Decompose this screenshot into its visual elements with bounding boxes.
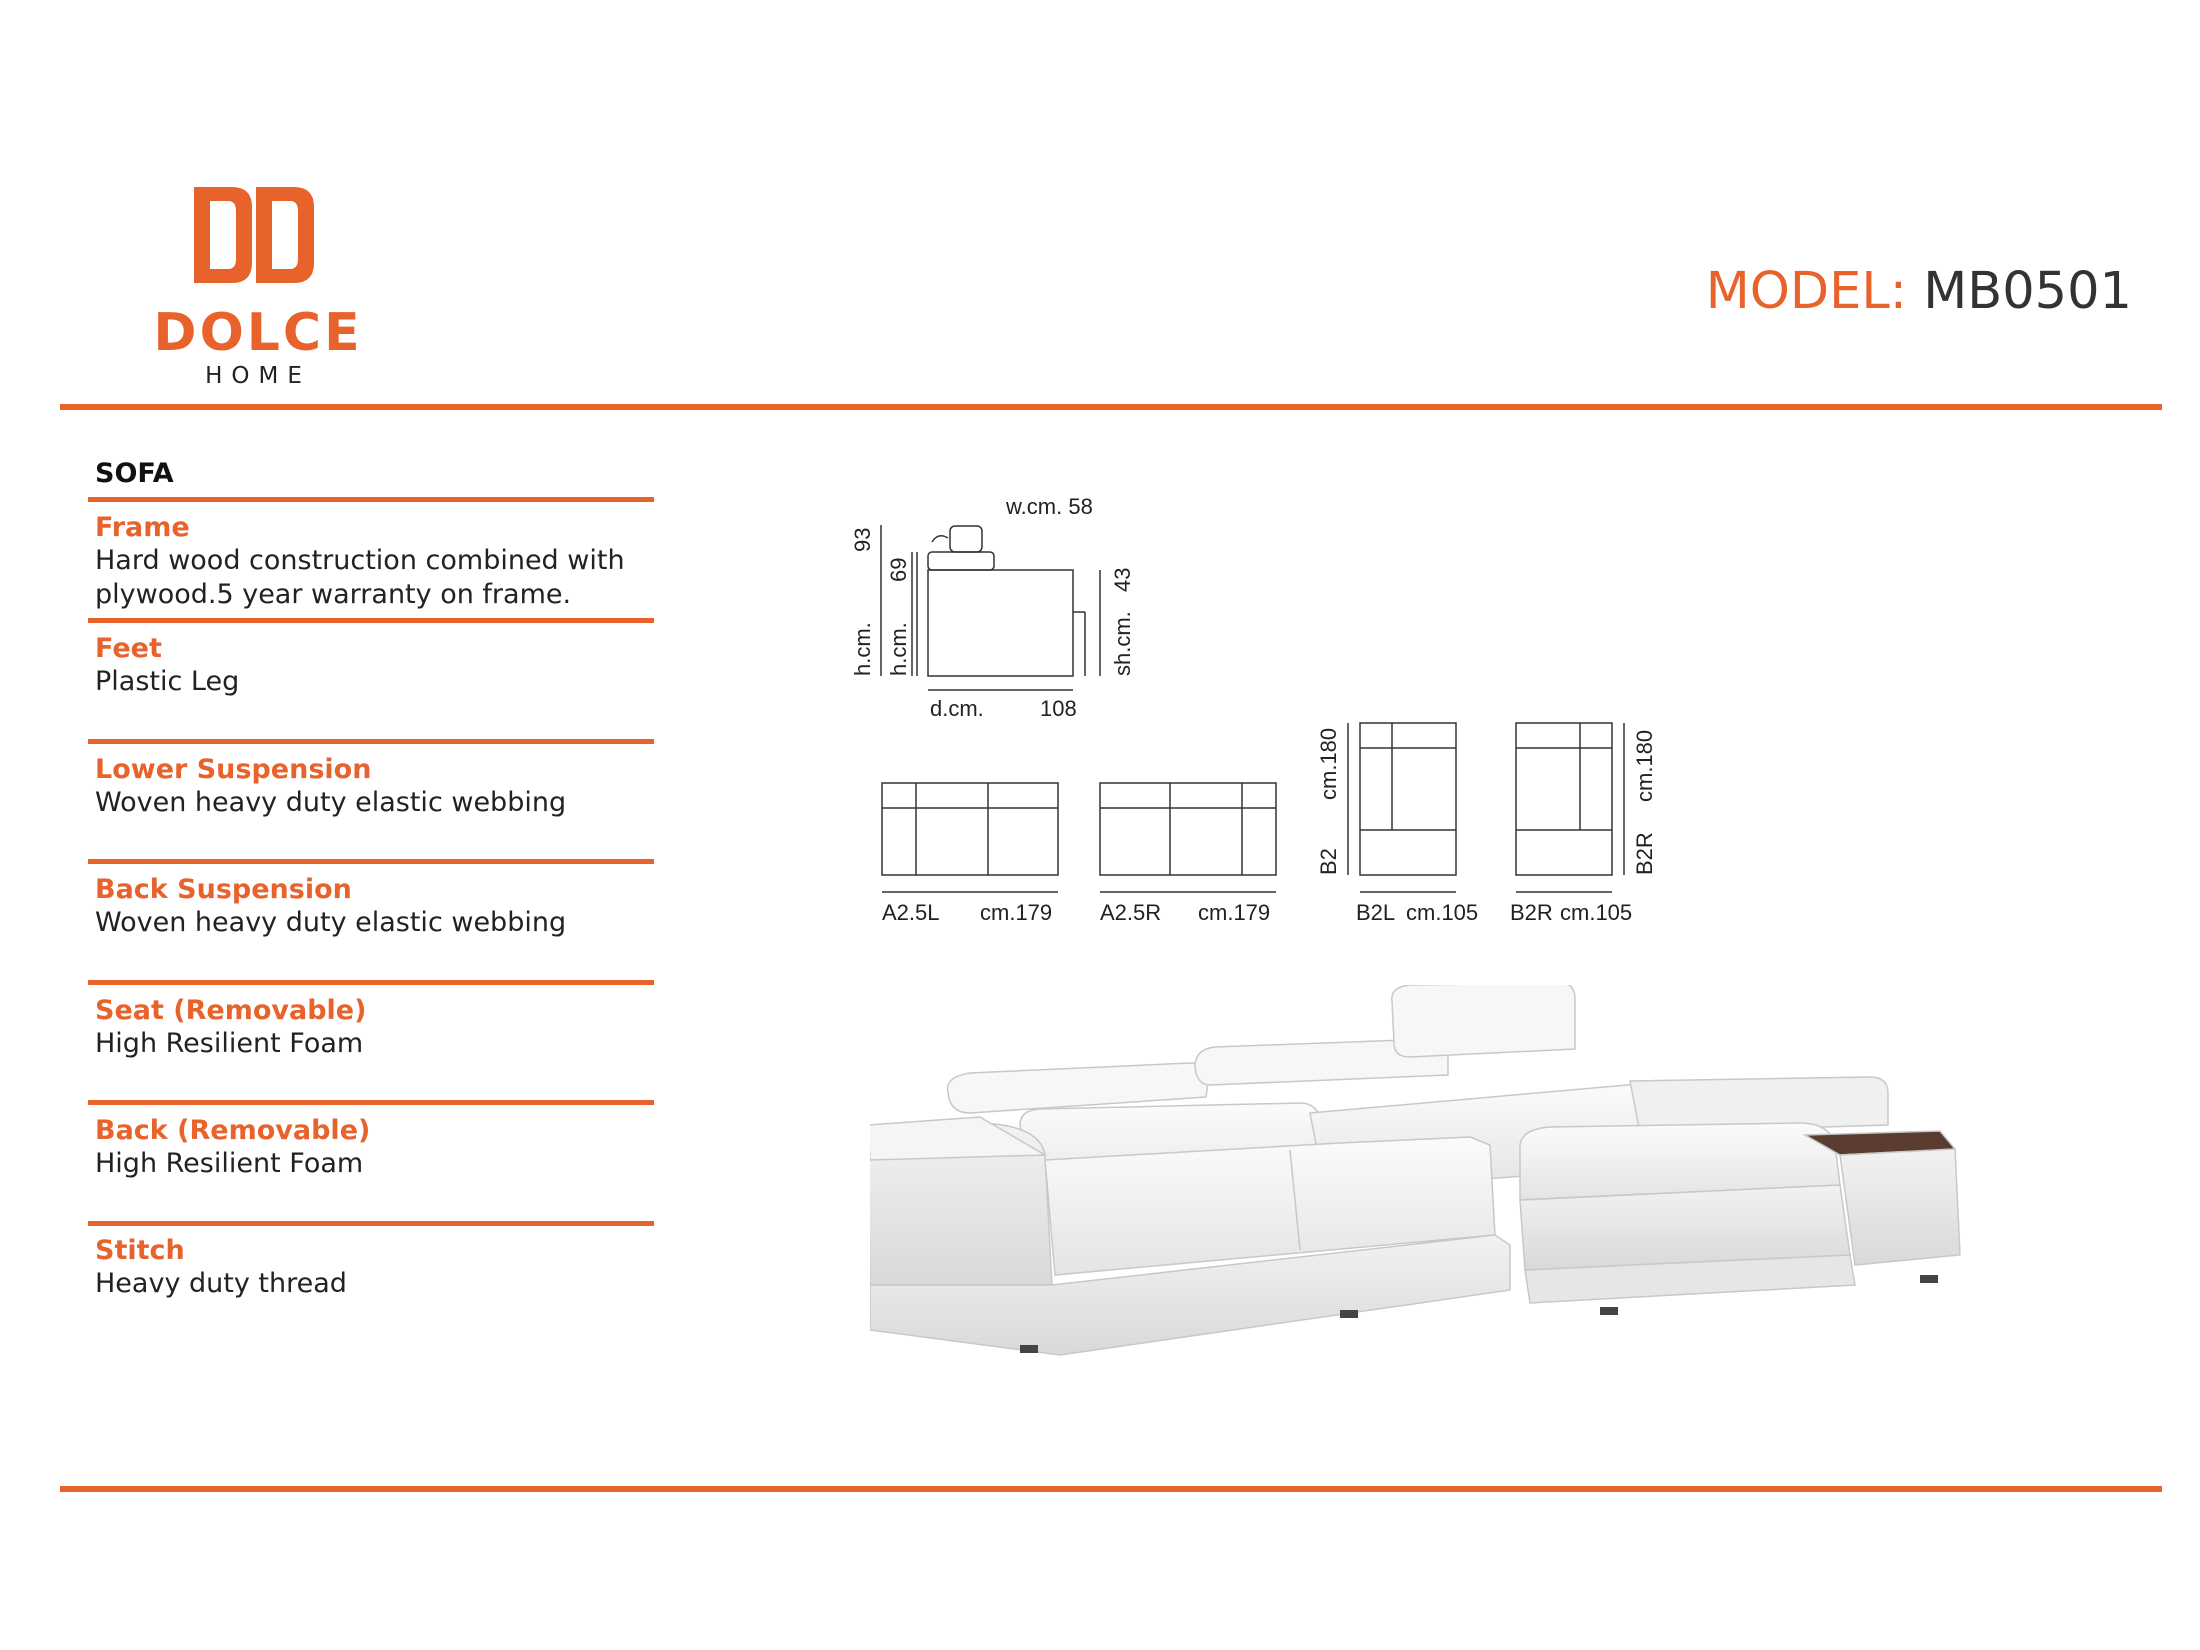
module-code: A2.5R [1100, 900, 1162, 925]
model-label: MODEL: [1705, 262, 1907, 321]
module-side-code: B2 [1316, 848, 1341, 875]
module-size: cm.179 [1198, 900, 1271, 925]
header-divider [60, 404, 2162, 410]
module-b2l-diagram [1348, 723, 1456, 892]
spec-title-back-suspension: Back Suspension [95, 874, 352, 905]
spec-divider [88, 1221, 654, 1226]
spec-title-frame: Frame [95, 512, 190, 543]
depth-value: 108 [1040, 696, 1077, 721]
brand-name: DOLCE [153, 303, 363, 363]
category-title: SOFA [95, 458, 174, 489]
width-label: w.cm. 58 [1006, 494, 1093, 519]
spec-desc-frame: Hard wood construction combined with plywood.5 year warranty on frame. [95, 545, 625, 610]
spec-title-seat: Seat (Removable) [95, 995, 367, 1026]
spec-title-back: Back (Removable) [95, 1115, 371, 1146]
side-profile-diagram [881, 525, 1100, 690]
spec-divider [88, 618, 654, 623]
module-a2-5r-diagram [1100, 783, 1276, 892]
footer-divider [60, 1486, 2162, 1492]
height-max-value: 93 [850, 527, 875, 552]
height-min-value: 69 [886, 557, 911, 582]
module-side-size: cm.180 [1632, 729, 1657, 802]
spec-divider [88, 739, 654, 744]
module-code: B2R [1510, 900, 1553, 925]
spec-title-lower-suspension: Lower Suspension [95, 754, 372, 785]
dd-logo-icon [194, 185, 314, 285]
spec-title-feet: Feet [95, 633, 162, 664]
module-side-code: B2R [1632, 832, 1657, 875]
module-b2r-diagram [1516, 723, 1624, 892]
spec-desc-back-suspension: Woven heavy duty elastic webbing [95, 907, 567, 938]
spec-desc-stitch: Heavy duty thread [95, 1268, 347, 1299]
height-min-label: h.cm. [886, 622, 911, 676]
seat-height-label: sh.cm. [1110, 611, 1135, 676]
spec-desc-back: High Resilient Foam [95, 1148, 364, 1179]
sofa-product-image [870, 985, 1980, 1395]
spec-divider [88, 859, 654, 864]
module-size: cm.105 [1560, 900, 1633, 925]
height-label: h.cm. [850, 622, 875, 676]
spec-desc-seat: High Resilient Foam [95, 1028, 364, 1059]
model-number: MB0501 [1923, 262, 2132, 321]
spec-divider [88, 1100, 654, 1105]
spec-title-stitch: Stitch [95, 1235, 185, 1266]
model-heading [1706, 262, 2132, 321]
spec-divider [88, 497, 654, 502]
module-side-size: cm.180 [1316, 727, 1341, 800]
seat-height-value: 43 [1110, 567, 1135, 592]
brand-logo [138, 185, 378, 395]
spec-desc-lower-suspension: Woven heavy duty elastic webbing [95, 787, 567, 818]
spec-desc-feet: Plastic Leg [95, 666, 240, 697]
brand-subtitle: HOME [205, 363, 311, 389]
module-a2-5l-diagram [882, 783, 1058, 892]
spec-divider [88, 980, 654, 985]
module-size: cm.105 [1406, 900, 1479, 925]
module-code: A2.5L [882, 900, 940, 925]
dimension-diagrams [830, 480, 1670, 940]
module-code: B2L [1356, 900, 1396, 925]
module-size: cm.179 [980, 900, 1053, 925]
depth-label: d.cm. [930, 696, 984, 721]
